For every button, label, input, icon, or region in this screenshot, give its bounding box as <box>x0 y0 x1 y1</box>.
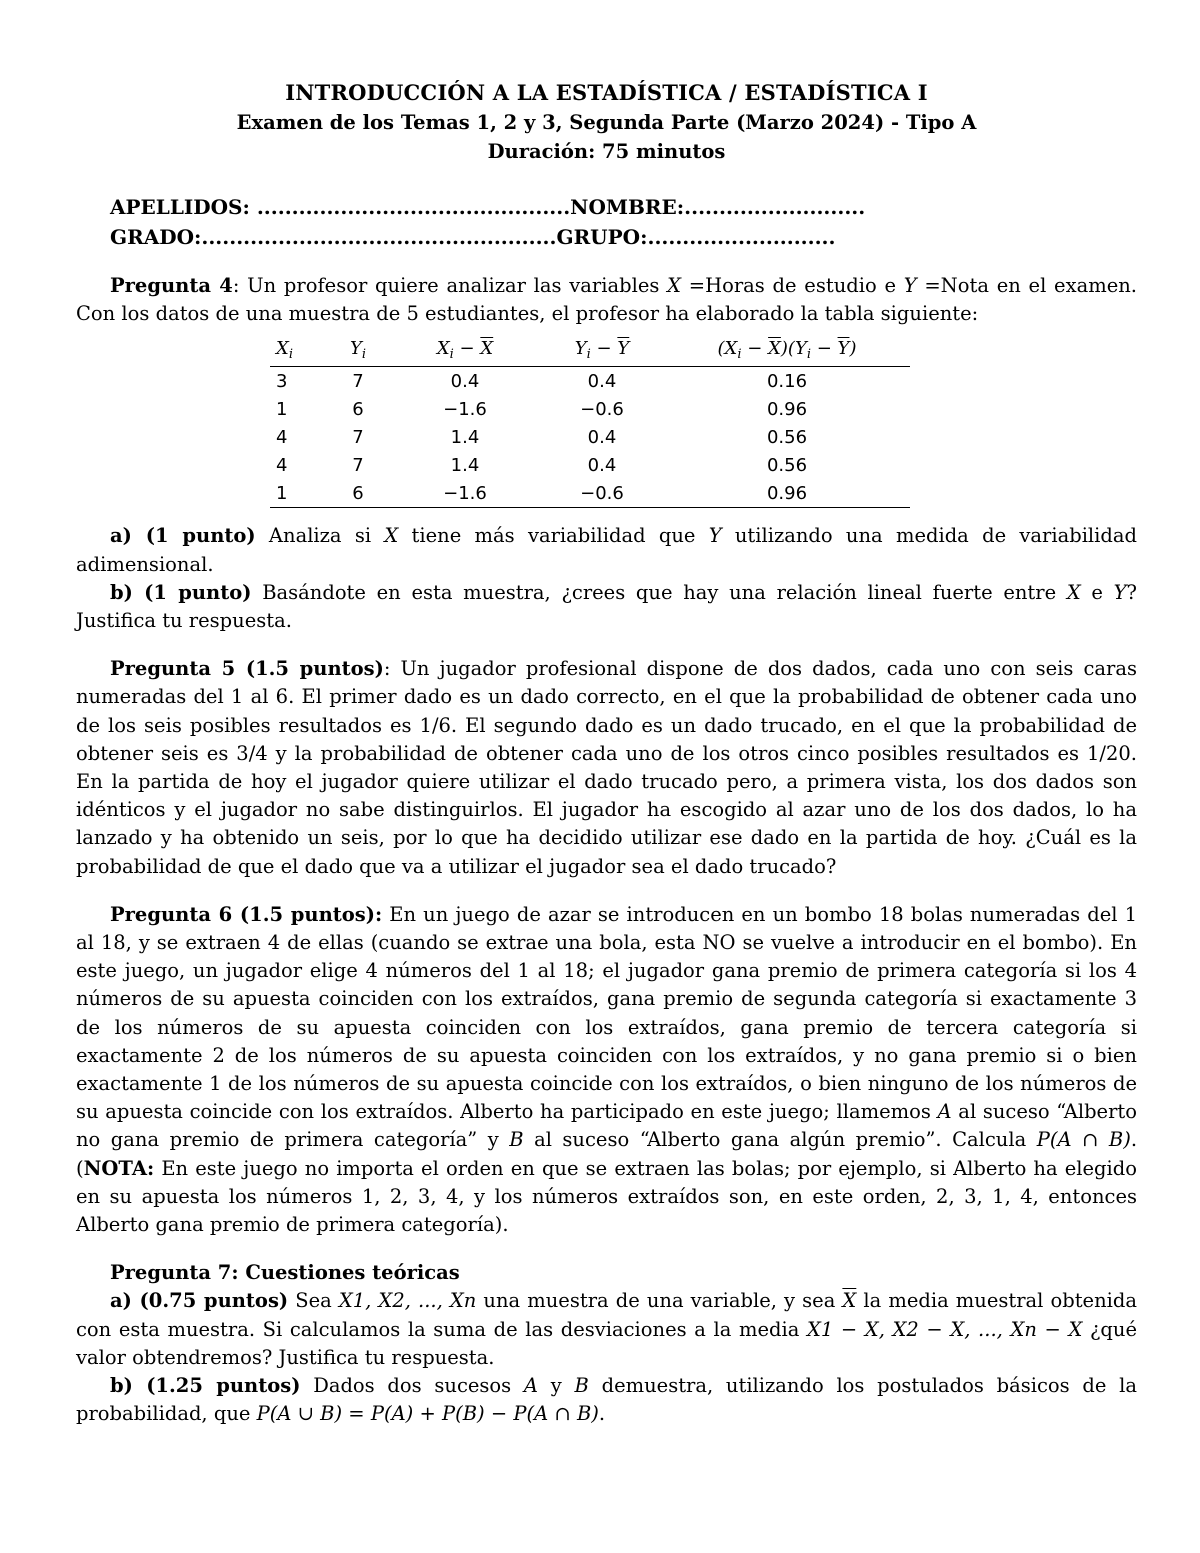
event-a: A <box>937 1100 952 1124</box>
table-row <box>270 367 910 396</box>
var-y: Y <box>708 524 722 548</box>
event-b: B <box>574 1374 589 1398</box>
fields-row-1 <box>110 192 1137 222</box>
question-6-label: Pregunta 6 (1.5 puntos): <box>110 902 383 926</box>
text-span: al suceso “Alberto no gana premio de primera categoría” y <box>76 1100 1137 1152</box>
grado-field[interactable]: ................................................... <box>201 225 557 249</box>
table-cell: −0.6 <box>580 398 624 420</box>
table-row <box>270 479 910 508</box>
table-cell: 0.4 <box>587 454 617 476</box>
question-4b-label: b) (1 punto) <box>110 580 252 604</box>
text-span: e <box>1080 580 1114 604</box>
exam-title: INTRODUCCIÓN A LA ESTADÍSTICA / ESTADÍSTICA I <box>285 80 928 105</box>
question-7a-label: a) (0.75 puntos) <box>110 1289 289 1313</box>
nota-label: NOTA: <box>83 1156 155 1180</box>
table-cell: 3 <box>276 370 288 392</box>
text-span: . ( <box>76 1128 1138 1180</box>
var-x: X <box>667 274 682 297</box>
table-cell: −1.6 <box>390 479 540 508</box>
table-header-yi: $Y_i$ <box>326 336 390 367</box>
nombre-field[interactable]: .......................... <box>684 195 866 219</box>
question-4a <box>76 522 1137 578</box>
text-span: una muestra de una variable, y sea <box>476 1289 843 1313</box>
table-cell: 0.4 <box>587 426 617 448</box>
text-span: En un juego de azar se introducen en un bombo 18 bolas numeradas del 1 al 18, y se extraen 4 de ellas (cuando se extrae una bola, esta NO se vuelve a introducir en el bombo). En este juego, un jugador elige 4 números del 1 al 18; el jugador gana premio de primera categoría si los 4 números de su apuesta coinciden con los extraídos, gana premio de segunda categoría si exactamente 3 de los números de su apuesta coinciden con los extraídos, gana premio de tercera categoría si exactamente 2 de los números de su apuesta coinciden con los extraídos, y no gana premio si o bien exactamente 1 de los números de su apuesta coincide con los extraídos, o bien ninguno de los números de su apuesta coincide con los extraídos. Alberto ha participado en este juego; llamemos <box>76 902 1137 1124</box>
text-span: En este juego no importa el orden en que se extraen las bolas; por ejemplo, si Alberto ha elegido en su apuesta los números 1, 2, 3, 4, y los números extraídos son, en este orden, 2, 3, 1, 4, entonces Alberto gana premio de primera categoría). <box>76 1156 1137 1237</box>
fields-row-2 <box>110 222 1137 252</box>
text-span: ? Justifica tu respuesta. <box>76 580 1138 633</box>
table-header-xi: $X_i$ <box>270 336 326 367</box>
table-cell: 7 <box>352 426 364 448</box>
table-row <box>270 451 910 479</box>
text-span: y <box>538 1374 575 1398</box>
table-cell: −1.6 <box>443 398 487 420</box>
text-span: =Nota en el examen. Con los datos de una muestra de 5 estudiantes, el profesor ha elaborado la tabla siguiente: <box>76 274 1137 326</box>
text-span: al suceso “Alberto gana algún premio”. Calcula <box>523 1128 1037 1152</box>
text-span: la media muestral obtenida con esta muestra. Si calculamos la suma de las desviaciones a la media <box>76 1289 1138 1341</box>
table-header-product: $(X_i - \overline{X})(Y_i - \overline{Y})$ <box>664 336 910 367</box>
table-cell: 0.56 <box>766 426 808 448</box>
text-span: Sea <box>288 1289 339 1313</box>
question-5-label: Pregunta 5 (1.5 puntos) <box>110 657 384 681</box>
table-cell: 4 <box>276 426 288 448</box>
text-span: ¿qué valor obtendremos? Justifica tu respuesta. <box>76 1317 1137 1369</box>
table-cell: 0.96 <box>664 479 910 508</box>
table-cell: 1 <box>276 398 288 420</box>
data-table <box>270 336 910 508</box>
text-span: tiene más variabilidad que <box>398 524 709 548</box>
question-4a-label: a) (1 punto) <box>110 524 256 548</box>
table-cell: 4 <box>276 454 288 476</box>
question-7-label: Pregunta 7: Cuestiones teóricas <box>110 1261 460 1285</box>
nombre-label: NOMBRE: <box>570 195 685 219</box>
text-span: . <box>598 1402 606 1426</box>
text-span: utilizando una medida de variabilidad adimensional. <box>76 524 1138 576</box>
var-x: X <box>384 524 399 548</box>
question-5-text: : Un jugador profesional dispone de dos dados, cada uno con seis caras numeradas del 1 al 6. El primer dado es un dado correcto, en el que la probabilidad de obtener cada uno de los seis posibles resultados es 1/6. El segundo dado es un dado trucado, en el que la probabilidad de obtener seis es 3/4 y la probabilidad de obtener cada uno de los otros cinco posibles resultados es 1/20. En la partida de hoy el jugador quiere utilizar el dado trucado pero, a primera vista, los dos dados son idénticos y el jugador no sabe distinguirlos. El jugador ha escogido al azar uno de los dos dados, lo ha lanzado y ha obtenido un seis, por lo que ha decidido utilizar ese dado en la partida de hoy. ¿Cuál es la probabilidad de que el dado que va a utilizar el jugador sea el dado trucado? <box>76 657 1137 878</box>
table-cell: 7 <box>352 454 364 476</box>
exam-page <box>76 78 1137 1429</box>
table-cell: 7 <box>352 370 364 392</box>
table-cell: 1.4 <box>450 426 480 448</box>
probability-expression: P(A ∩ B) <box>1036 1128 1131 1152</box>
question-7b-label: b) (1.25 puntos) <box>110 1374 301 1398</box>
table-cell: −0.6 <box>540 479 664 508</box>
text-span: Dados dos sucesos <box>300 1374 524 1398</box>
table-cell: 0.4 <box>450 370 480 392</box>
table-header-xi-minus-xbar: $X_i - \overline{X}$ <box>390 336 540 367</box>
question-4b <box>76 579 1137 635</box>
table-cell: 0.4 <box>587 370 617 392</box>
table-cell: 1.4 <box>450 454 480 476</box>
deviations-expression: X1 − X, X2 − X, ..., Xn − X <box>806 1317 1083 1341</box>
union-formula: P(A ∪ B) = P(A) + P(B) − P(A ∩ B) <box>256 1402 599 1426</box>
table-header-row <box>270 336 910 367</box>
table-cell: 6 <box>352 398 364 420</box>
sample-mean: $\overline{X}$ <box>842 1289 857 1313</box>
student-fields <box>76 192 1137 252</box>
event-b: B <box>509 1128 524 1152</box>
text-span: Analiza si <box>255 524 385 548</box>
event-a: A <box>523 1374 538 1398</box>
grado-label: GRADO: <box>110 225 202 249</box>
question-5 <box>76 655 1137 881</box>
question-7b <box>76 1372 1137 1428</box>
table-cell: 1 <box>270 479 326 508</box>
table-cell: 0.16 <box>766 370 808 392</box>
question-4-label: Pregunta 4 <box>110 274 233 297</box>
question-7-title <box>76 1259 1137 1287</box>
exam-duration: Duración: 75 minutos <box>487 140 726 163</box>
table-row <box>270 395 910 423</box>
question-4-statement <box>76 272 1137 328</box>
question-6 <box>76 901 1137 1239</box>
grupo-field[interactable]: ........................... <box>647 225 836 249</box>
var-y: Y <box>1113 580 1127 604</box>
table-cell: 0.96 <box>766 398 808 420</box>
grupo-label: GRUPO: <box>556 225 648 249</box>
table-cell: 0.56 <box>766 454 808 476</box>
apellidos-label: APELLIDOS: <box>110 195 250 219</box>
var-y: Y <box>903 274 917 297</box>
text-span: : Un profesor quiere analizar las variables <box>232 274 668 297</box>
exam-subtitle: Examen de los Temas 1, 2 y 3, Segunda Parte (Marzo 2024) - Tipo A <box>236 111 977 134</box>
var-x: X <box>1066 580 1081 604</box>
table-header-yi-minus-ybar: $Y_i - \overline{Y}$ <box>540 336 664 367</box>
text-span: =Horas de estudio e <box>681 274 904 297</box>
sample-sequence: X1, X2, ..., Xn <box>338 1289 477 1313</box>
apellidos-field[interactable]: ............................................. <box>249 195 571 219</box>
text-span: demuestra, utilizando los postulados básicos de la probabilidad, que <box>76 1374 1137 1426</box>
text-span: Basándote en esta muestra, ¿crees que hay una relación lineal fuerte entre <box>251 580 1067 604</box>
table-row <box>270 423 910 451</box>
table-cell: 6 <box>326 479 390 508</box>
question-7a <box>76 1287 1137 1372</box>
